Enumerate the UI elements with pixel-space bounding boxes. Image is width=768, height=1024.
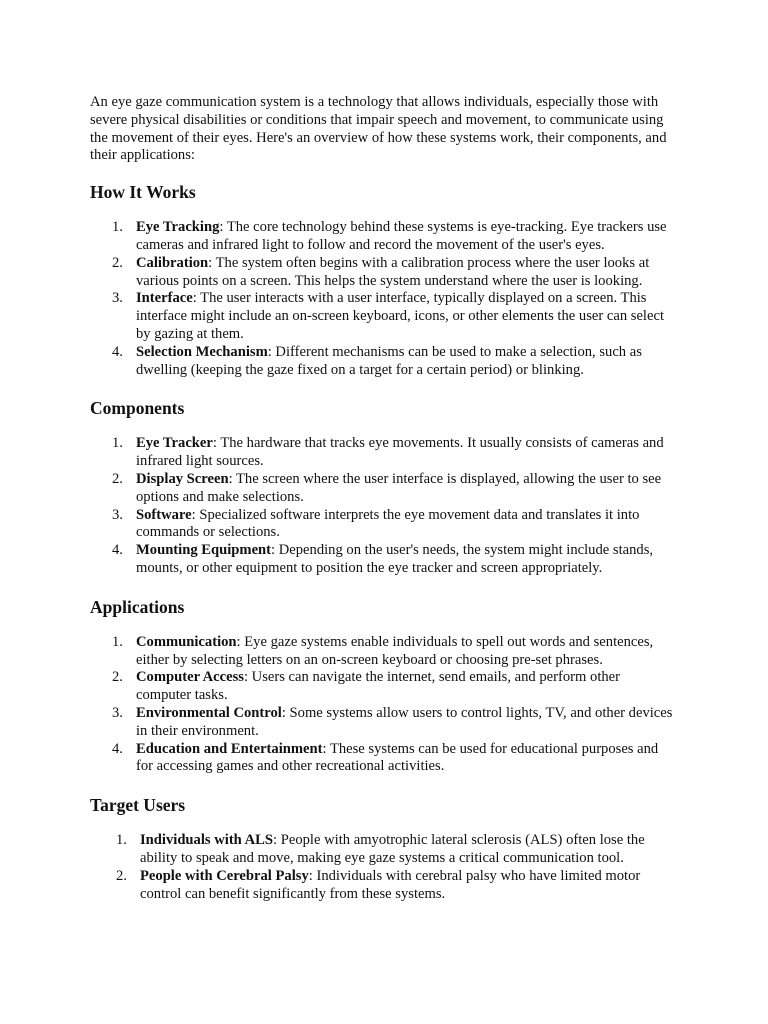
list-number: 1. [112, 435, 123, 452]
list-item-text: : These systems can be used for educational purposes and for accessing games and other recreational activities. [136, 740, 659, 775]
list-item-text: : Depending on the user's needs, the system might include stands, mounts, or other equipment to position the eye tracker and screen appropriately. [136, 542, 654, 576]
list-item-term: Individuals with ALS [140, 832, 274, 849]
list-item [90, 832, 678, 868]
list-number: 3. [112, 704, 123, 721]
list-item [90, 868, 678, 904]
list-item-term: Mounting Equipment [136, 542, 272, 559]
list-item [90, 290, 678, 343]
list-item-term: Computer Access [136, 669, 244, 686]
list-item-term: Software [136, 506, 192, 523]
list-item [90, 705, 678, 741]
components-list [90, 435, 678, 577]
list-item [90, 435, 678, 471]
list-item-text: : Specialized software interprets the eye movement data and translates it into commands or selections. [136, 506, 640, 541]
list-number: 3. [112, 290, 123, 307]
list-item-text: : The system often begins with a calibration process where the user looks at various points on a screen. This helps the system understand where the user is looking. [136, 254, 650, 289]
target-users-list [90, 832, 678, 903]
list-number: 1. [116, 832, 127, 849]
list-item-term: Communication [136, 633, 237, 650]
list-number: 4. [112, 740, 123, 757]
list-item-term: Calibration [136, 254, 209, 271]
list-item-text: : The hardware that tracks eye movements. It usually consists of cameras and infrared light sources. [136, 435, 664, 470]
list-item [90, 219, 678, 255]
list-item-term: Selection Mechanism [136, 343, 268, 360]
list-item-text: : Some systems allow users to control lights, TV, and other devices in their environment. [136, 704, 673, 739]
list-item-term: Environmental Control [136, 704, 282, 721]
list-number: 4. [112, 542, 123, 559]
list-number: 3. [112, 506, 123, 523]
list-item [90, 634, 678, 670]
list-item [90, 669, 678, 705]
list-item-term: People with Cerebral Palsy [140, 867, 309, 884]
list-item-text: : The screen where the user interface is displayed, allowing the user to see options and make selections. [136, 470, 662, 505]
how-it-works-list [90, 219, 678, 379]
list-item-text: : Different mechanisms can be used to make a selection, such as dwelling (keeping the gaze fixed on a target for a certain period) or blinking. [136, 343, 642, 378]
list-item-text: : The core technology behind these systems is eye-tracking. Eye trackers use cameras and infrared light to follow and record the movement of the user's eyes. [136, 219, 667, 253]
list-item [90, 255, 678, 291]
list-item-term: Display Screen [136, 470, 229, 487]
list-number: 2. [116, 867, 127, 884]
list-number: 2. [112, 669, 123, 686]
list-item-text: : Individuals with cerebral palsy who have limited motor control can benefit significantly from these systems. [140, 867, 641, 902]
intro-paragraph: An eye gaze communication system is a technology that allows individuals, especially those with severe physical disabilities or conditions that impair speech and movement, to communicate using the movement of their eyes. Here's an overview of how these systems work, their components, and their applications: [90, 94, 667, 164]
list-item [90, 507, 678, 543]
list-item-term: Education and Entertainment [136, 740, 323, 757]
list-item [90, 741, 678, 777]
section-heading-applications: Applications [90, 596, 185, 617]
applications-list [90, 634, 678, 776]
list-item-text: : People with amyotrophic lateral sclerosis (ALS) often lose the ability to speak and move, making eye gaze systems a critical communication tool. [140, 832, 645, 866]
list-number: 1. [112, 219, 123, 236]
list-number: 2. [112, 254, 123, 271]
list-item [90, 471, 678, 507]
section-heading-how-it-works: How It Works [90, 182, 196, 203]
list-item-text: : Eye gaze systems enable individuals to spell out words and sentences, either by selecting letters on an on-screen keyboard or choosing pre-set phrases. [136, 633, 654, 668]
list-item [90, 542, 678, 578]
list-item-term: Eye Tracker [136, 435, 213, 452]
list-item-term: Interface [136, 290, 193, 307]
section-heading-components: Components [90, 398, 185, 419]
list-number: 4. [112, 343, 123, 360]
list-item [90, 344, 678, 380]
list-number: 1. [112, 633, 123, 650]
list-number: 2. [112, 470, 123, 487]
list-item-term: Eye Tracking [136, 219, 220, 236]
list-item-text: : The user interacts with a user interface, typically displayed on a screen. This interface might include an on-screen keyboard, icons, or other elements the user can select by gazing at them. [136, 290, 664, 342]
section-heading-target-users: Target Users [90, 795, 186, 816]
list-item-text: : Users can navigate the internet, send emails, and perform other computer tasks. [136, 669, 621, 704]
